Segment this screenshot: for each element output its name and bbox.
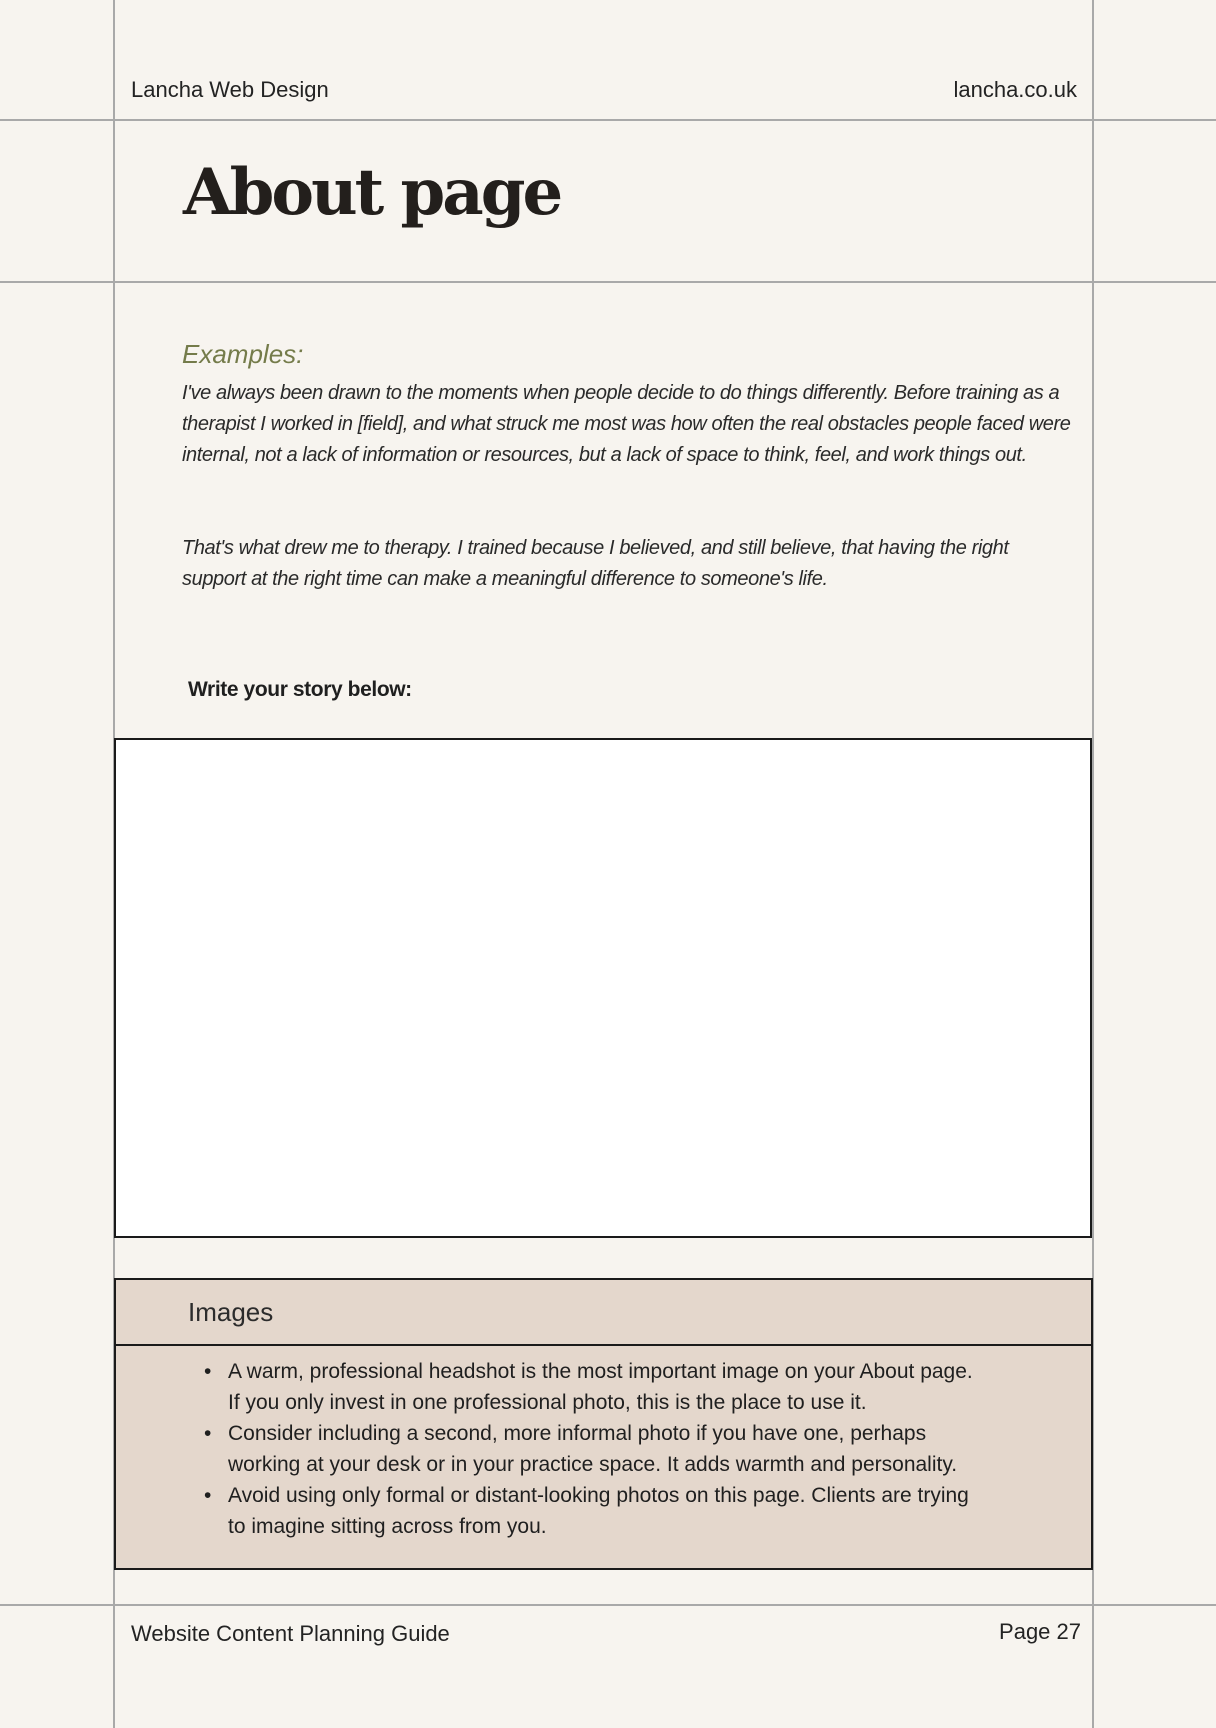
list-item-line: working at your desk or in your practice space. It adds warmth and personality. <box>228 1453 958 1476</box>
footer-page-number: Page 27 <box>999 1619 1081 1644</box>
story-prompt-label: Write your story below: <box>188 678 412 701</box>
list-item-line: If you only invest in one professional photo, this is the place to use it. <box>228 1391 867 1414</box>
list-item-line: Consider including a second, more informal photo if you have one, perhaps <box>228 1422 927 1445</box>
example-paragraph-1: I've always been drawn to the moments when people decide to do things differently. Before training as a therapist I worked in [field], and what struck me most was how often the real obstacles people faced were internal, not a lack of information or resources, but a lack of space to think, feel, and work things out. <box>182 382 1071 466</box>
grid-line-footer <box>0 1604 1216 1606</box>
bullet-icon: • <box>204 1484 212 1507</box>
images-panel-title: Images <box>188 1297 274 1327</box>
list-item <box>204 1418 1048 1480</box>
images-panel-header <box>116 1280 1093 1346</box>
header-brand: Lancha Web Design <box>131 77 329 102</box>
story-text-box[interactable] <box>114 738 1092 1238</box>
list-item-line: Avoid using only formal or distant-looking photos on this page. Clients are trying <box>228 1484 969 1507</box>
grid-line-title <box>0 281 1216 283</box>
bullet-icon: • <box>204 1360 212 1383</box>
bullet-icon: • <box>204 1422 212 1445</box>
footer-guide-title: Website Content Planning Guide <box>131 1621 450 1646</box>
header-website: lancha.co.uk <box>953 77 1077 102</box>
list-item-line: to imagine sitting across from you. <box>228 1515 547 1538</box>
page-title: About page <box>183 155 561 230</box>
examples-heading: Examples: <box>182 339 304 369</box>
images-tips-list <box>204 1356 1048 1542</box>
grid-line-header <box>0 119 1216 121</box>
list-item-line: A warm, professional headshot is the most important image on your About page. <box>228 1360 973 1383</box>
list-item <box>204 1356 1048 1418</box>
example-paragraph-2: That's what drew me to therapy. I trained because I believed, and still believe, that having the right support at the right time can make a meaningful difference to someone's life. <box>182 537 1009 590</box>
images-panel <box>114 1278 1093 1570</box>
list-item <box>204 1480 1048 1542</box>
